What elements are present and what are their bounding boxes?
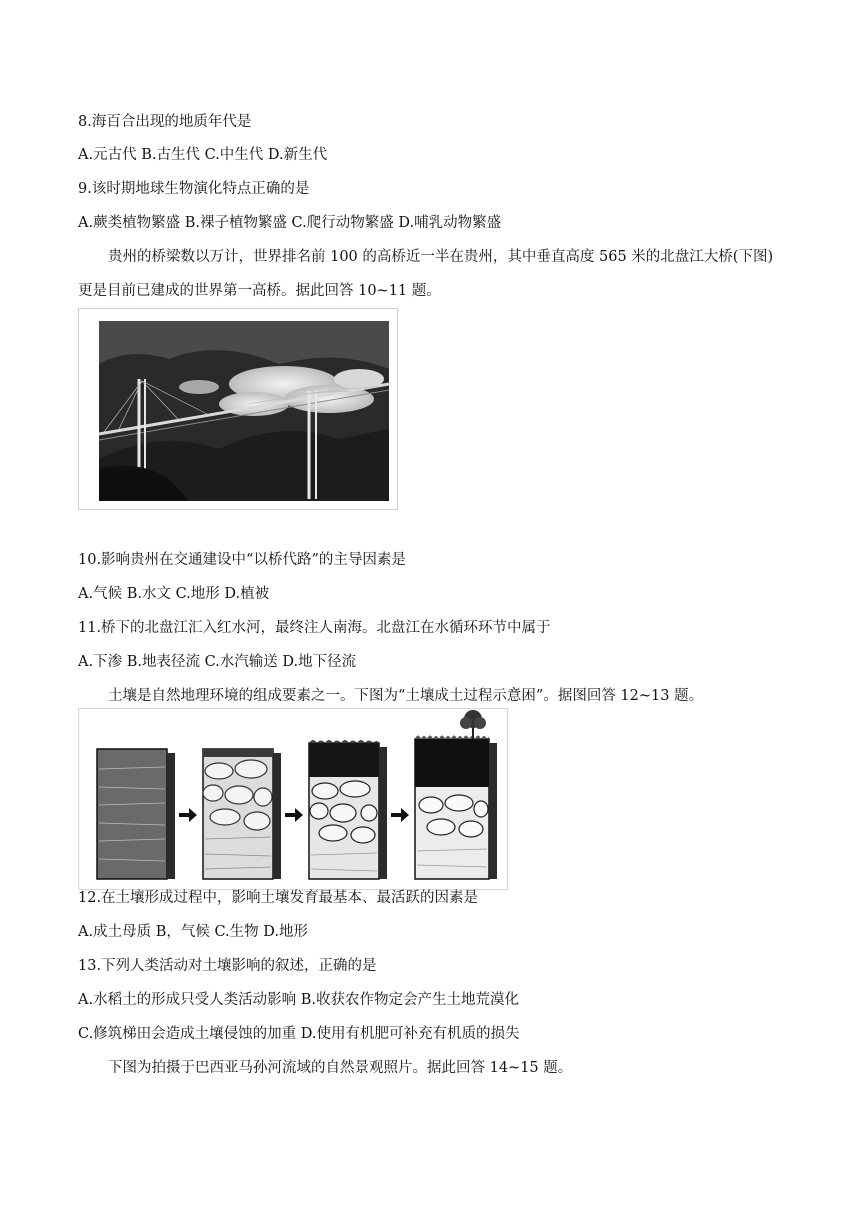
q13-options-line1: A.水稻土的形成只受人类活动影响 B.收获农作物定会产生土地荒漠化 <box>78 992 519 1008</box>
bridge-photo <box>78 308 398 510</box>
passage2-line1: 土壤是自然地理环境的组成要素之一。下图为“土壤成土过程示意困”。据图回答 12~13 题。 <box>108 688 704 704</box>
soil-block-3 <box>309 740 387 879</box>
q13-stem: 13.下列人类活动对土壤影响的叙述，正确的是 <box>78 958 377 974</box>
q9-options: A.蕨类植物繁盛 B.裸子植物繁盛 C.爬行动物繁盛 D.哺乳动物繁盛 <box>78 215 502 231</box>
q11-stem: 11.桥下的北盘江汇入红水河，最终注人南海。北盘江在水循环环节中属于 <box>78 620 551 636</box>
q8-options: A.元古代 B.古生代 C.中生代 D.新生代 <box>78 147 328 163</box>
passage3-line1: 下图为拍摄于巴西亚马孙河流域的自然景观照片。据此回答 14~15 题。 <box>108 1060 573 1076</box>
passage1-line2: 更是目前已建成的世界第一高桥。据此回答 10~11 题。 <box>78 283 441 299</box>
soil-block-1 <box>97 749 175 879</box>
q12-stem: 12.在土壤形成过程中，影响土壤发育最基本、最活跃的因素是 <box>78 890 479 906</box>
passage1-line1: 贵州的桥梁数以万计，世界排名前 100 的高桥近一半在贵州，其中垂直高度 565 米的北盘江大桥(下图) <box>108 249 774 265</box>
soil-block-4 <box>415 710 497 879</box>
soil-formation-diagram <box>78 708 508 890</box>
q8-stem: 8.海百合出现的地质年代是 <box>78 114 252 130</box>
q11-options: A.下渗 B.地表径流 C.水汽输送 D.地下径流 <box>78 654 357 670</box>
soil-block-2 <box>203 749 281 879</box>
q13-options-line2: C.修筑梯田会造成土壤侵蚀的加重 D.使用有机肥可补充有机质的损失 <box>78 1026 520 1042</box>
q9-stem: 9.该时期地球生物演化特点正确的是 <box>78 181 310 197</box>
q10-options: A.气候 B.水文 C.地形 D.植被 <box>78 586 270 602</box>
q12-options: A.成土母质 B，气候 C.生物 D.地形 <box>78 924 308 940</box>
q10-stem: 10.影响贵州在交通建设中“以桥代路”的主导因素是 <box>78 552 406 568</box>
